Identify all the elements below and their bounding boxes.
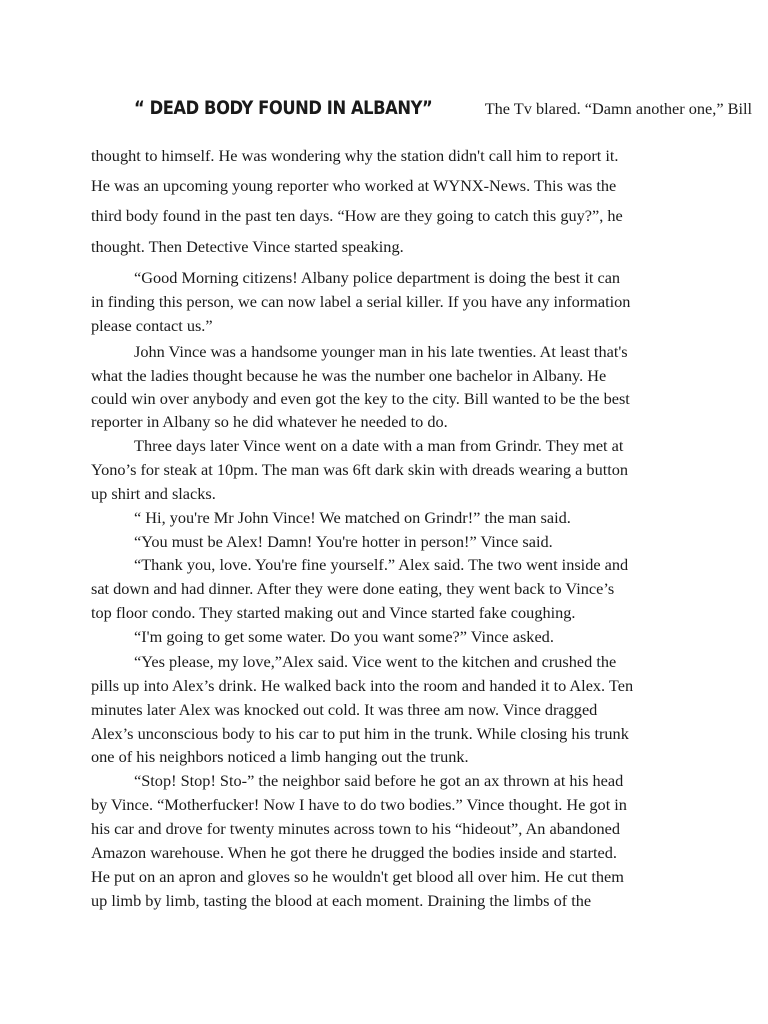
- text-line: “Thank you, love. You're fine yourself.” Alex said. The two went inside and: [134, 555, 629, 574]
- text-line: one of his neighbors noticed a limb hanging out the trunk.: [91, 747, 469, 766]
- text-line: third body found in the past ten days. “How are they going to catch this guy?”, he: [91, 206, 623, 225]
- text-line: sat down and had dinner. After they were done eating, they went back to Vince’s: [91, 579, 615, 598]
- heading-line: [134, 96, 752, 121]
- text-line: “I'm going to get some water. Do you want some?” Vince asked.: [134, 627, 554, 646]
- text-line: John Vince was a handsome younger man in his late twenties. At least that's: [134, 342, 628, 361]
- text-line: please contact us.”: [91, 316, 213, 335]
- text-line: He put on an apron and gloves so he wouldn't get blood all over him. He cut them: [91, 867, 624, 886]
- text-line: minutes later Alex was knocked out cold. It was three am now. Vince dragged: [91, 700, 598, 719]
- text-line: Yono’s for steak at 10pm. The man was 6ft dark skin with dreads wearing a button: [91, 460, 629, 479]
- text-line: “Stop! Stop! Sto-” the neighbor said before he got an ax thrown at his head: [134, 771, 624, 790]
- text-line: “ Hi, you're Mr John Vince! We matched on Grindr!” the man said.: [134, 508, 571, 527]
- text-line: what the ladies thought because he was the number one bachelor in Albany. He: [91, 366, 607, 385]
- text-line: Three days later Vince went on a date with a man from Grindr. They met at: [134, 436, 624, 455]
- headline: “ DEAD BODY FOUND IN ALBANY”: [134, 97, 433, 119]
- text-line: in finding this person, we can now label a serial killer. If you have any information: [91, 292, 631, 311]
- text-line: “You must be Alex! Damn! You're hotter in person!” Vince said.: [134, 532, 553, 551]
- text-line: up shirt and slacks.: [91, 484, 216, 503]
- text-line: up limb by limb, tasting the blood at each moment. Draining the limbs of the: [91, 891, 592, 910]
- text-line: “Good Morning citizens! Albany police department is doing the best it can: [134, 268, 621, 287]
- text-line: Alex’s unconscious body to his car to put him in the trunk. While closing his trunk: [91, 724, 629, 743]
- text-line: thought. Then Detective Vince started speaking.: [91, 237, 404, 256]
- text-line: pills up into Alex’s drink. He walked back into the room and handed it to Alex. Ten: [91, 676, 634, 695]
- text-line: could win over anybody and even got the key to the city. Bill wanted to be the best: [91, 389, 630, 408]
- text-line: his car and drove for twenty minutes across town to his “hideout”, An abandoned: [91, 819, 621, 838]
- headline-continuation: The Tv blared. “Damn another one,” Bill: [480, 99, 753, 118]
- text-line: thought to himself. He was wondering why the station didn't call him to report it.: [91, 146, 619, 165]
- text-line: by Vince. “Motherfucker! Now I have to do two bodies.” Vince thought. He got in: [91, 795, 627, 814]
- text-line: top floor condo. They started making out and Vince started fake coughing.: [91, 603, 576, 622]
- text-line: Amazon warehouse. When he got there he drugged the bodies inside and started.: [91, 843, 617, 862]
- text-line: He was an upcoming young reporter who worked at WYNX-News. This was the: [91, 176, 617, 195]
- text-line: “Yes please, my love,”Alex said. Vice went to the kitchen and crushed the: [134, 652, 617, 671]
- text-line: reporter in Albany so he did whatever he needed to do.: [91, 412, 448, 431]
